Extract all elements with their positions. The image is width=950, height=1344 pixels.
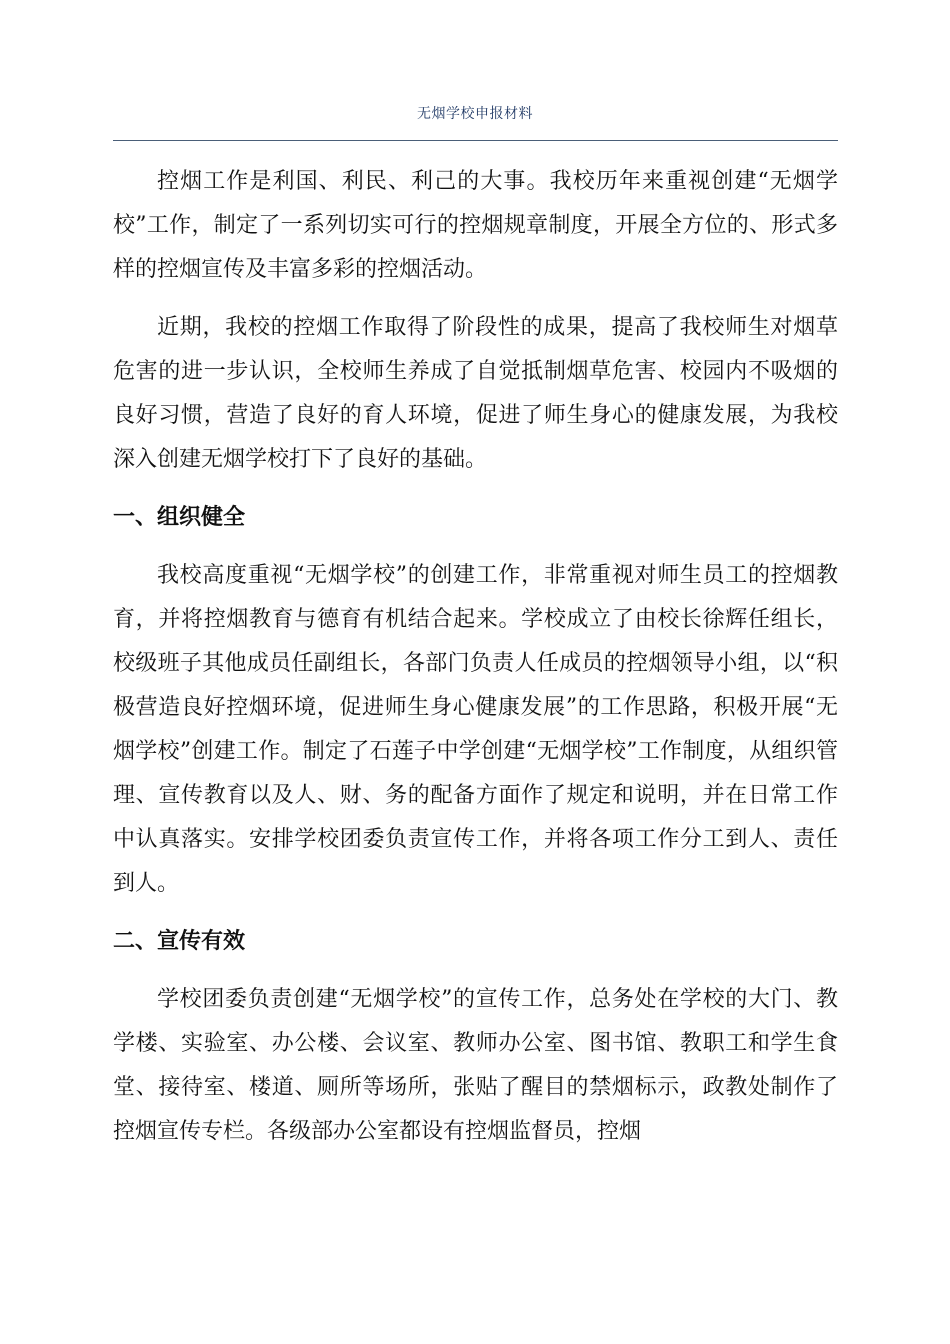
paragraph-publicity: 学校团委负责创建“无烟学校”的宣传工作，总务处在学校的大门、教学楼、实验室、办公楼、会议室、教师办公室、图书馆、教职工和学生食堂、接待室、楼道、厕所等场所，张贴了醒目的禁烟标示，政教处制作了控烟宣传专栏。各级部办公室都设有控烟监督员，控烟 bbox=[113, 987, 838, 1144]
paragraph-results: 近期，我校的控烟工作取得了阶段性的成果，提高了我校师生对烟草危害的进一步认识，全校师生养成了自觉抵制烟草危害、校园内不吸烟的良好习惯，营造了良好的育人环境，促进了师生身心的健康发展，为我校深入创建无烟学校打下了良好的基础。 bbox=[113, 315, 838, 472]
document-body bbox=[113, 160, 838, 1168]
section-heading-organization: 一、组织健全 bbox=[113, 505, 246, 530]
paragraph-intro: 控烟工作是利国、利民、利己的大事。我校历年来重视创建“无烟学校”工作，制定了一系列切实可行的控烟规章制度，开展全方位的、形式多样的控烟宣传及丰富多彩的控烟活动。 bbox=[113, 169, 838, 282]
paragraph-organization: 我校高度重视“无烟学校”的创建工作，非常重视对师生员工的控烟教育，并将控烟教育与德育有机结合起来。学校成立了由校长徐辉任组长，校级班子其他成员任副组长，各部门负责人任成员的控烟领导小组，以“积极营造良好控烟环境，促进师生身心健康发展”的工作思路，积极开展“无烟学校”创建工作。制定了石莲子中学创建“无烟学校”工作制度，从组织管理、宣传教育以及人、财、务的配备方面作了规定和说明，并在日常工作中认真落实。安排学校团委负责宣传工作，并将各项工作分工到人、责任到人。 bbox=[113, 563, 838, 896]
running-header: 无烟学校申报材料 bbox=[417, 106, 533, 122]
header-divider bbox=[113, 140, 838, 141]
section-heading-publicity: 二、宣传有效 bbox=[113, 929, 246, 954]
